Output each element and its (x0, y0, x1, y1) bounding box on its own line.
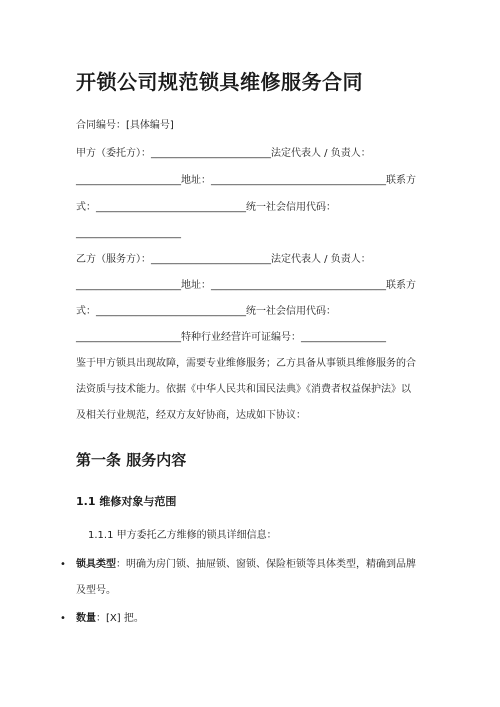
subsection-1-1-1: 1.1.1 甲方委托乙方维修的锁具详细信息： (88, 530, 277, 541)
contract-number: 合同编号：[具体编号] (76, 120, 174, 131)
bullet-lock-type (76, 558, 416, 572)
section-1-1-heading: 1.1 维修对象与范围 (76, 495, 177, 508)
party-b-line-4: _____________________特种行业经营许可证编号：_________________ (76, 332, 386, 343)
party-b-line-1: 乙方（服务方）：________________________法定代表人 / 负责人： (76, 254, 371, 265)
bullet-dot-icon: • (60, 613, 66, 624)
party-b-line-2: _____________________地址：___________________________________联系方 (76, 280, 416, 291)
party-a-line-1: 甲方（委托方）：________________________法定代表人 / 负责人： (76, 148, 371, 159)
preamble-line-3: 及相关行业规范，经双方友好协商，达成如下协议： (76, 410, 306, 421)
article-1-heading: 第一条 服务内容 (76, 451, 187, 469)
preamble-line-2: 法资质与技术能力。依据《中华人民共和国民法典》《消费者权益保护法》以 (76, 384, 411, 395)
bullet-label: 锁具类型 (76, 559, 116, 570)
bullet-quantity (76, 612, 144, 626)
bullet-label: 数量 (76, 613, 96, 624)
party-a-line-3: 式：______________________________统一社会信用代码： (76, 202, 336, 213)
preamble-line-1: 鉴于甲方锁具出现故障，需要专业维修服务；乙方具备从事锁具维修服务的合 (76, 358, 416, 369)
party-a-line-2: _____________________地址：___________________________________联系方 (76, 175, 416, 186)
document-title: 开锁公司规范锁具维修服务合同 (76, 70, 363, 94)
bullet-lock-type-continuation: 及型号。 (76, 585, 116, 596)
party-a-line-4: _____________________ (76, 228, 181, 239)
bullet-text: ：明确为房门锁、抽屉锁、窗锁、保险柜锁等具体类型，精确到品牌 (116, 559, 416, 570)
bullet-dot-icon: • (60, 559, 66, 570)
party-b-line-3: 式：______________________________统一社会信用代码： (76, 306, 336, 317)
bullet-text: ：[X] 把。 (96, 613, 144, 624)
